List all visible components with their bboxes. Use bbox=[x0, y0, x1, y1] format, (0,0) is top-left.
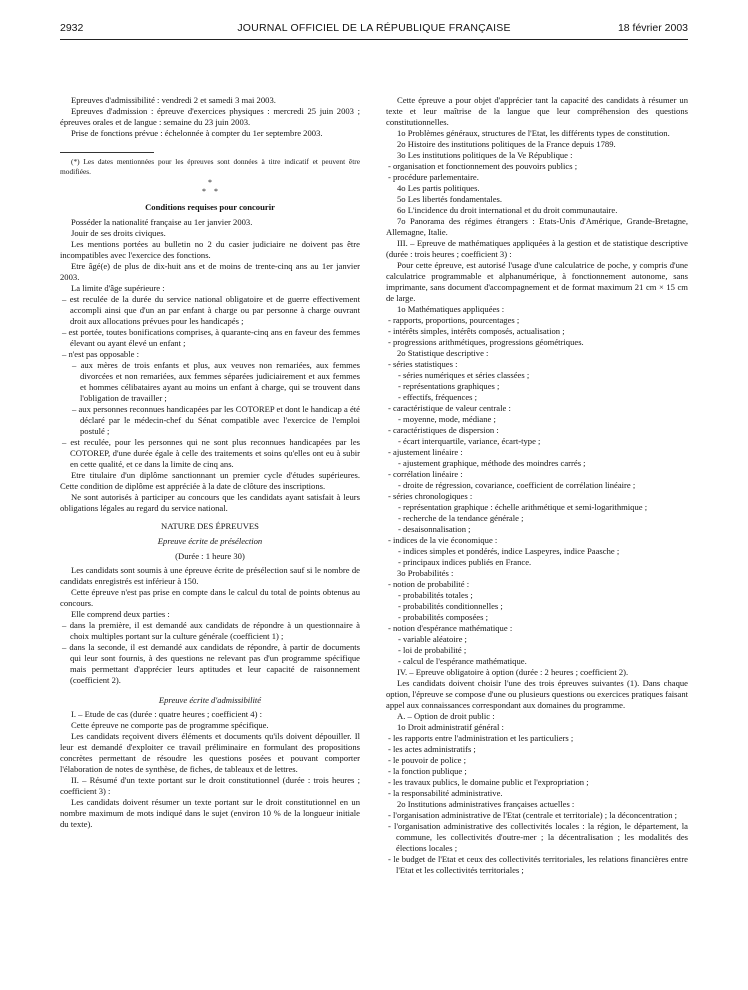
preselection-heading: Epreuve écrite de présélection bbox=[157, 536, 263, 547]
paragraph: Les candidats doivent résumer un texte portant sur le droit constitutionnel en un nombre maximum de mots indiqué dans le sujet (environ 10 % de la longueur initiale du texte). bbox=[60, 797, 360, 830]
list-item: – est reculée de la durée du service national obligatoire et de guerre effectivement accompli ainsi que d'un an par enfant à charge ou par personne à charge ouvrant droit aux allocations prévues pour les handicapés ; bbox=[62, 294, 360, 327]
list-item: - progressions arithmétiques, progressions géométriques. bbox=[388, 337, 584, 347]
paragraph: 1o Mathématiques appliquées : bbox=[397, 304, 505, 314]
paragraph: Ne sont autorisés à participer au concours que les candidats ayant satisfait à leurs obligations légales au regard du service national. bbox=[60, 492, 360, 514]
paragraph: Epreuves d'admissibilité : vendredi 2 et samedi 3 mai 2003. bbox=[71, 95, 276, 105]
list-item: – dans la première, il est demandé aux candidats de répondre à un questionnaire à choix multiples portant sur la culture générale (coefficient 1) ; bbox=[62, 620, 360, 642]
list-item: - corrélation linéaire : bbox=[388, 469, 463, 479]
paragraph: I. – Etude de cas (durée : quatre heures ; coefficient 4) : bbox=[71, 709, 262, 720]
preselection-duration: (Durée : 1 heure 30) bbox=[175, 551, 245, 562]
list-item: - l'organisation administrative des collectivités locales : la région, le département, la commune, les collectivités d'outre-mer ; la décentralisation ; les modalités des élections locales ; bbox=[388, 821, 688, 853]
sub-list-item: – aux mères de trois enfants et plus, aux veuves non remariées, aux femmes divorcées et non remariées, aux femmes séparées judiciairement et aux femmes et hommes célibataires ayant au moins un enfant à charge, qui se trouvent dans l'obligation de travailler ; bbox=[72, 360, 360, 404]
sub-list-item: - variable aléatoire ; bbox=[398, 634, 467, 644]
paragraph: 6o L'incidence du droit international et du droit communautaire. bbox=[397, 205, 618, 215]
sub-list-item: - desaisonnalisation ; bbox=[398, 524, 471, 534]
paragraph: Etre âgé(e) de plus de dix-huit ans et de moins de trente-cinq ans au 1er janvier 2003. bbox=[60, 261, 360, 283]
list-item: - la responsabilité administrative. bbox=[388, 788, 503, 798]
paragraph: Posséder la nationalité française au 1er janvier 2003. bbox=[71, 217, 253, 228]
sub-list-item: - moyenne, mode, médiane ; bbox=[398, 414, 496, 424]
paragraph: 5o Les libertés fondamentales. bbox=[397, 194, 503, 204]
star-bottom: * * bbox=[202, 187, 218, 197]
paragraph: Etre titulaire d'un diplôme sanctionnant un premier cycle d'études supérieures. Cette condition de diplôme est appréciée à la date de clôture des inscriptions. bbox=[60, 470, 360, 492]
paragraph: Les candidats doivent choisir l'une des trois épreuves suivantes (1). Dans chaque option, l'épreuve se compose d'une ou plusieurs questions ou exercices pratiques faisant appel aux connaissances correspondant aux domaines du programme. bbox=[386, 678, 688, 710]
publication-date: 18 février 2003 bbox=[617, 22, 688, 34]
list-item: - organisation et fonctionnement des pouvoirs publics ; bbox=[388, 161, 578, 171]
list-item: - ajustement linéaire : bbox=[388, 447, 463, 457]
footnote: (*) Les dates mentionnées pour les épreuves sont données à titre indicatif et peuvent être modifiées. bbox=[60, 157, 360, 176]
list-item: - rapports, proportions, pourcentages ; bbox=[388, 315, 520, 325]
sub-list-item: - recherche de la tendance générale ; bbox=[398, 513, 524, 523]
paragraph: 2o Institutions administratives françaises actuelles : bbox=[397, 799, 575, 809]
sub-list-item: - effectifs, fréquences ; bbox=[398, 392, 478, 402]
paragraph: 2o Histoire des institutions politiques de la France depuis 1789. bbox=[397, 139, 616, 149]
paragraph: Les candidats reçoivent divers éléments et documents qu'ils doivent dépouiller. Il leur est demandé d'exploiter ce travail préliminaire en formulant des propositions concrètes permettant de résoudre les questions posées et pouvant comporter l'élaboration de notes de synthèse, de fiches, de tableaux et de lettres. bbox=[60, 731, 360, 775]
list-item: - les rapports entre l'administration et les particuliers ; bbox=[388, 733, 574, 743]
list-item: - séries chronologiques : bbox=[388, 491, 473, 501]
list-item: - le pouvoir de police ; bbox=[388, 755, 467, 765]
paragraph: Les candidats sont soumis à une épreuve écrite de présélection sauf si le nombre de candidats enregistrés est inférieur à 150. bbox=[60, 565, 360, 587]
sub-list-item: - indices simples et pondérés, indice Laspeyres, indice Paasche ; bbox=[398, 546, 620, 556]
paragraph: La limite d'âge supérieure : bbox=[71, 283, 165, 294]
right-column bbox=[386, 95, 688, 975]
list-item: - caractéristique de valeur centrale : bbox=[388, 403, 511, 413]
paragraph: III. – Epreuve de mathématiques appliquées à la gestion et de statistique descriptive (durée : trois heures ; coefficient 3) : bbox=[386, 238, 688, 259]
paragraph: Cette épreuve ne comporte pas de programme spécifique. bbox=[71, 720, 269, 731]
sub-list-item: - probabilités composées ; bbox=[398, 612, 488, 622]
sub-list-item: - ajustement graphique, méthode des moindres carrés ; bbox=[398, 458, 586, 468]
list-item: - caractéristiques de dispersion : bbox=[388, 425, 499, 435]
list-item: - notion de probabilité : bbox=[388, 579, 470, 589]
header-rule bbox=[60, 39, 688, 40]
paragraph: Cette épreuve a pour objet d'apprécier tant la capacité des candidats à résumer un texte et leur maîtrise de la langue que leur compréhension des questions constitutionnelles. bbox=[386, 95, 688, 127]
admissibility-heading: Epreuve écrite d'admissibilité bbox=[158, 695, 262, 706]
list-item: - indices de la vie économique : bbox=[388, 535, 498, 545]
paragraph: Prise de fonctions prévue : échelonnée à compter du 1er septembre 2003. bbox=[71, 128, 323, 138]
list-item: - les travaux publics, le domaine public et l'expropriation ; bbox=[388, 777, 589, 787]
paragraph: 1o Droit administratif général : bbox=[397, 722, 504, 732]
paragraph: Epreuves d'admission : épreuve d'exercices physiques : mercredi 25 juin 2003 ; épreuves orales et de langue : semaine du 23 juin 2003. bbox=[60, 106, 360, 127]
paragraph: Pour cette épreuve, est autorisé l'usage d'une calculatrice de poche, y compris d'une calculatrice programmable et alphanumérique, à fonctionnement autonome, sans imprimante, sans document d'accompagnement et de format maximum 21 cm × 15 cm de large. bbox=[386, 260, 688, 303]
sub-list-item: - droite de régression, covariance, coefficient de corrélation linéaire ; bbox=[398, 480, 636, 490]
list-item: - les actes administratifs ; bbox=[388, 744, 476, 754]
paragraph: 3o Les institutions politiques de la Ve République : bbox=[397, 150, 573, 160]
sub-list-item: - représentation graphique : échelle arithmétique et semi-logarithmique ; bbox=[398, 502, 648, 512]
section-stars bbox=[60, 178, 360, 196]
paragraph: II. – Résumé d'un texte portant sur le droit constitutionnel (durée : trois heures ; coefficient 3) : bbox=[60, 775, 360, 797]
paragraph: A. – Option de droit public : bbox=[397, 711, 495, 721]
paragraph: 4o Les partis politiques. bbox=[397, 183, 480, 193]
list-item: - procédure parlementaire. bbox=[388, 172, 479, 182]
page-number: 2932 bbox=[60, 22, 84, 34]
sub-list-item: - loi de probabilité ; bbox=[398, 645, 467, 655]
paragraph: 1o Problèmes généraux, structures de l'Etat, les différents types de constitution. bbox=[397, 128, 670, 138]
list-item: – dans la seconde, il est demandé aux candidats de répondre, à partir de documents qui leur sont fournis, à des questions ne relevant pas d'un programme spécifique mais permettant d'apprécier leurs aptitudes et leur capacité de raisonnement (coefficient 2). bbox=[62, 642, 360, 686]
sub-list-item: - principaux indices publiés en France. bbox=[398, 557, 532, 567]
list-item: - la fonction publique ; bbox=[388, 766, 467, 776]
nature-heading: NATURE DES ÉPREUVES bbox=[161, 521, 259, 532]
paragraph: 3o Probabilités : bbox=[397, 568, 454, 578]
paragraph: 2o Statistique descriptive : bbox=[397, 348, 489, 358]
list-item: - le budget de l'Etat et ceux des collectivités territoriales, les relations financières entre l'Etat et les collectivités territoriales ; bbox=[388, 854, 688, 875]
paragraph: IV. – Epreuve obligatoire à option (durée : 2 heures ; coefficient 2). bbox=[397, 667, 629, 677]
star-top: * bbox=[208, 178, 212, 188]
sub-list-item: - calcul de l'espérance mathématique. bbox=[398, 656, 527, 666]
list-item: - intérêts simples, intérêts composés, actualisation ; bbox=[388, 326, 565, 336]
sub-list-item: - probabilités conditionnelles ; bbox=[398, 601, 503, 611]
paragraph: Jouir de ses droits civiques. bbox=[71, 228, 166, 239]
footnote-rule bbox=[60, 152, 154, 153]
paragraph: Elle comprend deux parties : bbox=[71, 609, 170, 620]
paragraph: Les mentions portées au bulletin no 2 du casier judiciaire ne doivent pas être incompatibles avec l'exercice des fonctions. bbox=[60, 239, 360, 261]
journal-title: JOURNAL OFFICIEL DE LA RÉPUBLIQUE FRANÇAISE bbox=[237, 22, 511, 34]
sub-list-item: - séries numériques et séries classées ; bbox=[398, 370, 530, 380]
sub-list-item: – aux personnes reconnues handicapées par les COTOREP et dont le handicap a été déclaré par le médecin-chef du Sénat compatible avec l'exercice de l'emploi postulé ; bbox=[72, 404, 360, 437]
list-item: – est reculée, pour les personnes qui ne sont plus reconnues handicapées par les COTOREP, d'une durée égale à celle des traitements et soins qu'elles ont eu à subir en cette qualité, et ce dans la limite de cinq ans. bbox=[62, 437, 360, 470]
paragraph: 7o Panorama des régimes étrangers : Etats-Unis d'Amérique, Grande-Bretagne, Allemagne, Italie. bbox=[386, 216, 688, 237]
sub-list-item: - probabilités totales ; bbox=[398, 590, 473, 600]
page-header bbox=[60, 22, 688, 36]
left-column bbox=[60, 95, 360, 975]
list-item: - l'organisation administrative de l'Etat (centrale et territoriale) ; la déconcentration ; bbox=[388, 810, 678, 820]
list-item: - séries statistiques : bbox=[388, 359, 458, 369]
sub-list-item: - écart interquartile, variance, écart-type ; bbox=[398, 436, 541, 446]
list-item: - notion d'espérance mathématique : bbox=[388, 623, 513, 633]
list-item: – n'est pas opposable : bbox=[62, 349, 139, 360]
sub-list-item: - représentations graphiques ; bbox=[398, 381, 500, 391]
list-item: – est portée, toutes bonifications comprises, à quarante-cinq ans en faveur des femmes élevant ou ayant élevé un enfant ; bbox=[62, 327, 360, 349]
paragraph: Cette épreuve n'est pas prise en compte dans le calcul du total de points obtenus au concours. bbox=[60, 587, 360, 609]
conditions-heading: Conditions requises pour concourir bbox=[145, 202, 275, 213]
